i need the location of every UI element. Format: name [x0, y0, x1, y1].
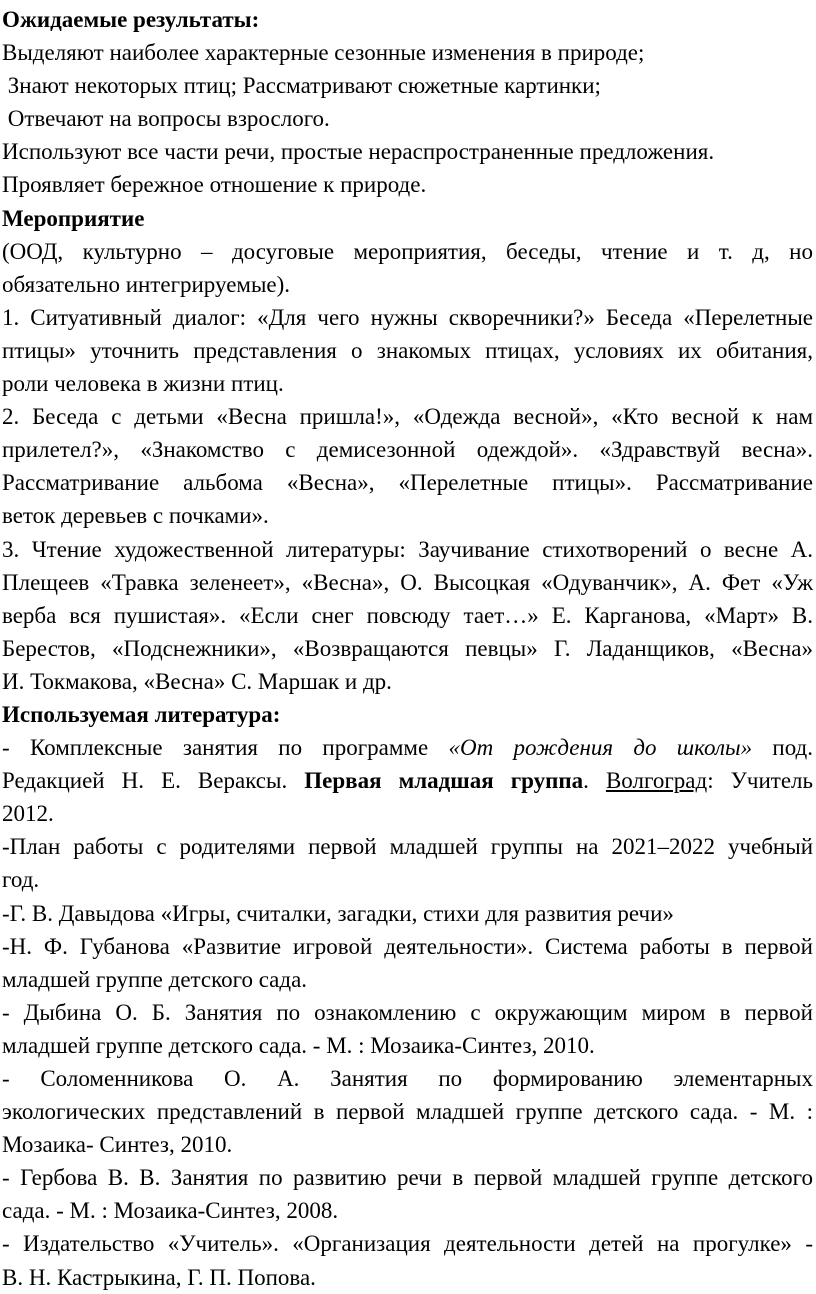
- bold-text: Используемая литература:: [2, 701, 281, 727]
- text-run: : Учитель: [707, 768, 814, 794]
- bold-text: Мероприятие: [2, 205, 145, 231]
- text-run: - Комплексные занятия по программе: [2, 735, 449, 761]
- text-run: Мозаика- Синтез, 2010.: [2, 1132, 233, 1158]
- text-run: 3. Чтение художественной литературы: Заучивание стихотворений о весне А.: [2, 536, 813, 562]
- text-run: Рассматривание альбома «Весна», «Перелетные птицы». Рассматривание: [2, 470, 813, 496]
- text-run: В. Н. Кастрыкина, Г. П. Попова.: [2, 1264, 316, 1290]
- text-line: [2, 466, 813, 499]
- text-line: [2, 1194, 813, 1227]
- text-run: 1. Ситуативный диалог: «Для чего нужны скворечники?» Беседа «Перелетные: [2, 304, 813, 330]
- text-run: 2. Беседа с детьми «Весна пришла!», «Одежда весной», «Кто весной к нам: [2, 404, 813, 430]
- text-line: [2, 665, 813, 698]
- bold-text: Ожидаемые результаты:: [2, 7, 260, 32]
- text-run: Выделяют наиболее характерные сезонные изменения в природе;: [2, 40, 645, 66]
- text-line: [2, 102, 813, 135]
- text-line: [2, 1161, 813, 1194]
- text-run: верба вся пушистая». «Если снег повсюду тает…» Е. Карганова, «Март» В.: [2, 602, 813, 628]
- bold-text: Первая младшая группа: [304, 768, 584, 794]
- text-line: [2, 36, 813, 69]
- text-line: [2, 3, 813, 36]
- text-line: [2, 69, 813, 102]
- text-run: Используют все части речи, простые нераспространенные предложения.: [2, 139, 715, 165]
- text-run: И. Токмакова, «Весна» С. Маршак и др.: [2, 668, 392, 694]
- text-line: [2, 764, 813, 797]
- text-line: [2, 863, 813, 896]
- text-run: - Гербова В. В. Занятия по развитию речи в первой младшей группе детского: [2, 1165, 813, 1191]
- text-line: [2, 499, 813, 532]
- text-run: птицы» уточнить представления о знакомых птицах, условиях их обитания,: [2, 337, 813, 363]
- text-run: Знают некоторых птиц; Рассматривают сюжетные картинки;: [2, 73, 601, 99]
- text-line: [2, 632, 813, 665]
- text-run: -Н. Ф. Губанова «Развитие игровой деятельности». Система работы в первой: [2, 933, 813, 959]
- text-line: [2, 698, 813, 731]
- text-line: [2, 830, 813, 863]
- italic-text: «От рождения до школы»: [448, 735, 753, 761]
- text-line: [2, 1227, 813, 1260]
- text-run: веток деревьев с почками».: [2, 503, 269, 529]
- text-line: [2, 930, 813, 963]
- text-line: [2, 996, 813, 1029]
- text-line: [2, 367, 813, 400]
- underlined-text: Волгоград: [605, 768, 708, 794]
- text-line: [2, 1095, 813, 1128]
- text-run: -Г. В. Давыдова «Игры, считалки, загадки, стихи для развития речи»: [2, 900, 674, 926]
- text-line: [2, 433, 813, 466]
- text-line: [2, 1029, 813, 1062]
- text-run: младшей группе детского сада. - М. : Мозаика-Синтез, 2010.: [2, 1032, 595, 1058]
- text-run: - Дыбина О. Б. Занятия по ознакомлению с окружающим миром в первой: [2, 999, 813, 1025]
- text-run: - Соломенникова О. А. Занятия по формированию элементарных: [2, 1066, 813, 1091]
- text-run: сада. - М. : Мозаика-Синтез, 2008.: [2, 1198, 339, 1224]
- text-line: [2, 168, 813, 201]
- text-line: [2, 963, 813, 996]
- text-line: [2, 566, 813, 599]
- text-line: [2, 400, 813, 433]
- text-run: обязательно интегрируемые).: [2, 271, 291, 297]
- text-run: (ООД, культурно – досуговые мероприятия, беседы, чтение и т. д, но: [2, 238, 813, 264]
- text-line: [2, 599, 813, 632]
- text-line: [2, 731, 813, 764]
- text-line: [2, 268, 813, 301]
- text-run: Редакцией Н. Е. Вераксы.: [2, 768, 305, 794]
- text-run: под.: [752, 735, 813, 761]
- text-line: [2, 202, 813, 235]
- text-run: Отвечают на вопросы взрослого.: [2, 106, 330, 132]
- text-line: [2, 533, 813, 566]
- text-run: - Издательство «Учитель». «Организация деятельности детей на прогулке» -: [2, 1231, 813, 1257]
- text-run: год.: [2, 867, 40, 893]
- text-run: 2012.: [2, 801, 54, 827]
- text-run: экологических представлений в первой младшей группе детского сада. - М. :: [2, 1099, 813, 1125]
- text-run: Берестов, «Подснежники», «Возвращаются певцы» Г. Ладанщиков, «Весна»: [2, 635, 813, 661]
- text-run: Проявляет бережное отношение к природе.: [2, 172, 427, 198]
- text-line: [2, 135, 813, 168]
- text-line: [2, 797, 813, 830]
- text-line: [2, 301, 813, 334]
- text-line: [2, 1128, 813, 1161]
- text-run: прилетел?», «Знакомство с демисезонной одеждой». «Здравствуй весна».: [2, 437, 813, 463]
- text-run: -План работы с родителями первой младшей группы на 2021–2022 учебный: [2, 834, 813, 860]
- text-run: .: [583, 768, 606, 794]
- text-line: [2, 235, 813, 268]
- text-line: [2, 1062, 813, 1095]
- text-line: [2, 897, 813, 930]
- text-run: младшей группе детского сада.: [2, 966, 308, 992]
- text-line: [2, 334, 813, 367]
- text-run: роли человека в жизни птиц.: [2, 371, 284, 397]
- text-line: [2, 1261, 813, 1294]
- text-run: Плещеев «Травка зеленеет», «Весна», О. Высоцкая «Одуванчик», А. Фет «Уж: [2, 569, 813, 595]
